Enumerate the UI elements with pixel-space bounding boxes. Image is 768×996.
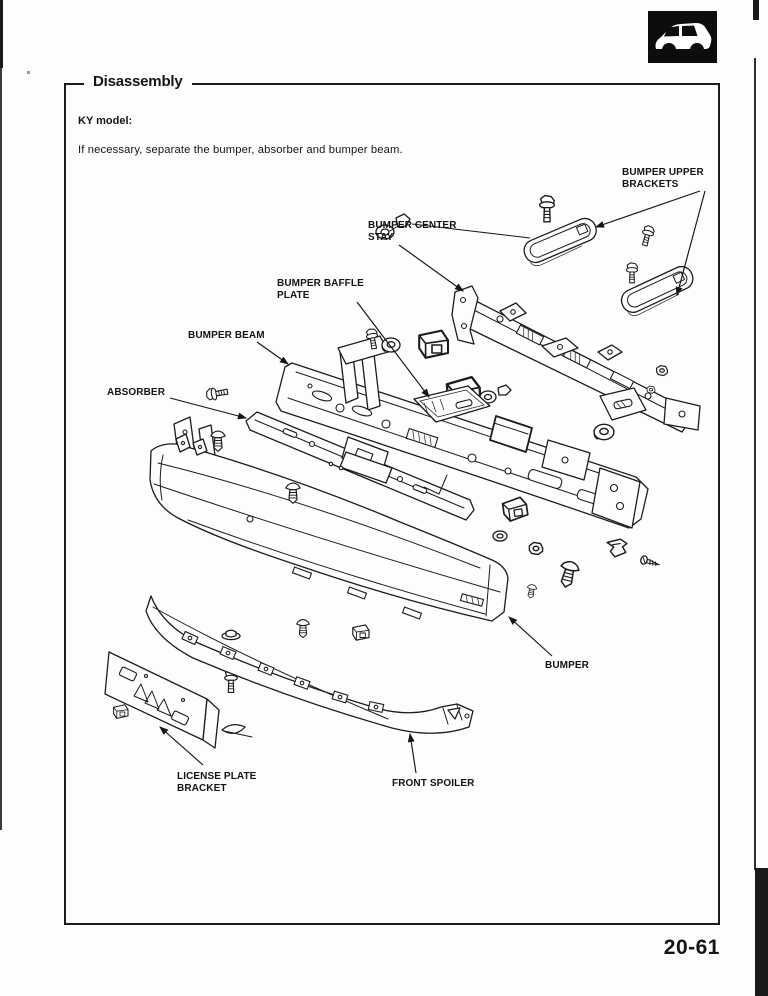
label-license-plate-bracket-2: BRACKET [177, 783, 227, 794]
label-absorber: ABSORBER [107, 387, 166, 398]
label-bumper-center-stay: BUMPER CENTER [368, 220, 457, 231]
instruction-text: If necessary, separate the bumper, absorber and bumper beam. [78, 144, 403, 156]
label-front-spoiler: FRONT SPOILER [392, 778, 475, 789]
page-number: 20-61 [663, 936, 720, 959]
label-bumper: BUMPER [545, 660, 589, 671]
label-bumper-center-stay-2: STAY [368, 232, 394, 243]
label-bumper-baffle-plate-2: PLATE [277, 290, 310, 301]
model-note: KY model: [78, 115, 133, 127]
label-bumper-baffle-plate: BUMPER BAFFLE [277, 278, 364, 289]
part-bumper-center-stay-rail [452, 286, 700, 432]
label-license-plate-bracket: LICENSE PLATE [177, 771, 257, 782]
page-title: Disassembly [84, 72, 192, 92]
label-bumper-upper-brackets: BUMPER UPPER [622, 167, 704, 178]
label-bumper-beam: BUMPER BEAM [188, 330, 265, 341]
part-bumper-upper-brackets [376, 196, 698, 320]
label-bumper-upper-brackets-2: BRACKETS [622, 179, 679, 190]
